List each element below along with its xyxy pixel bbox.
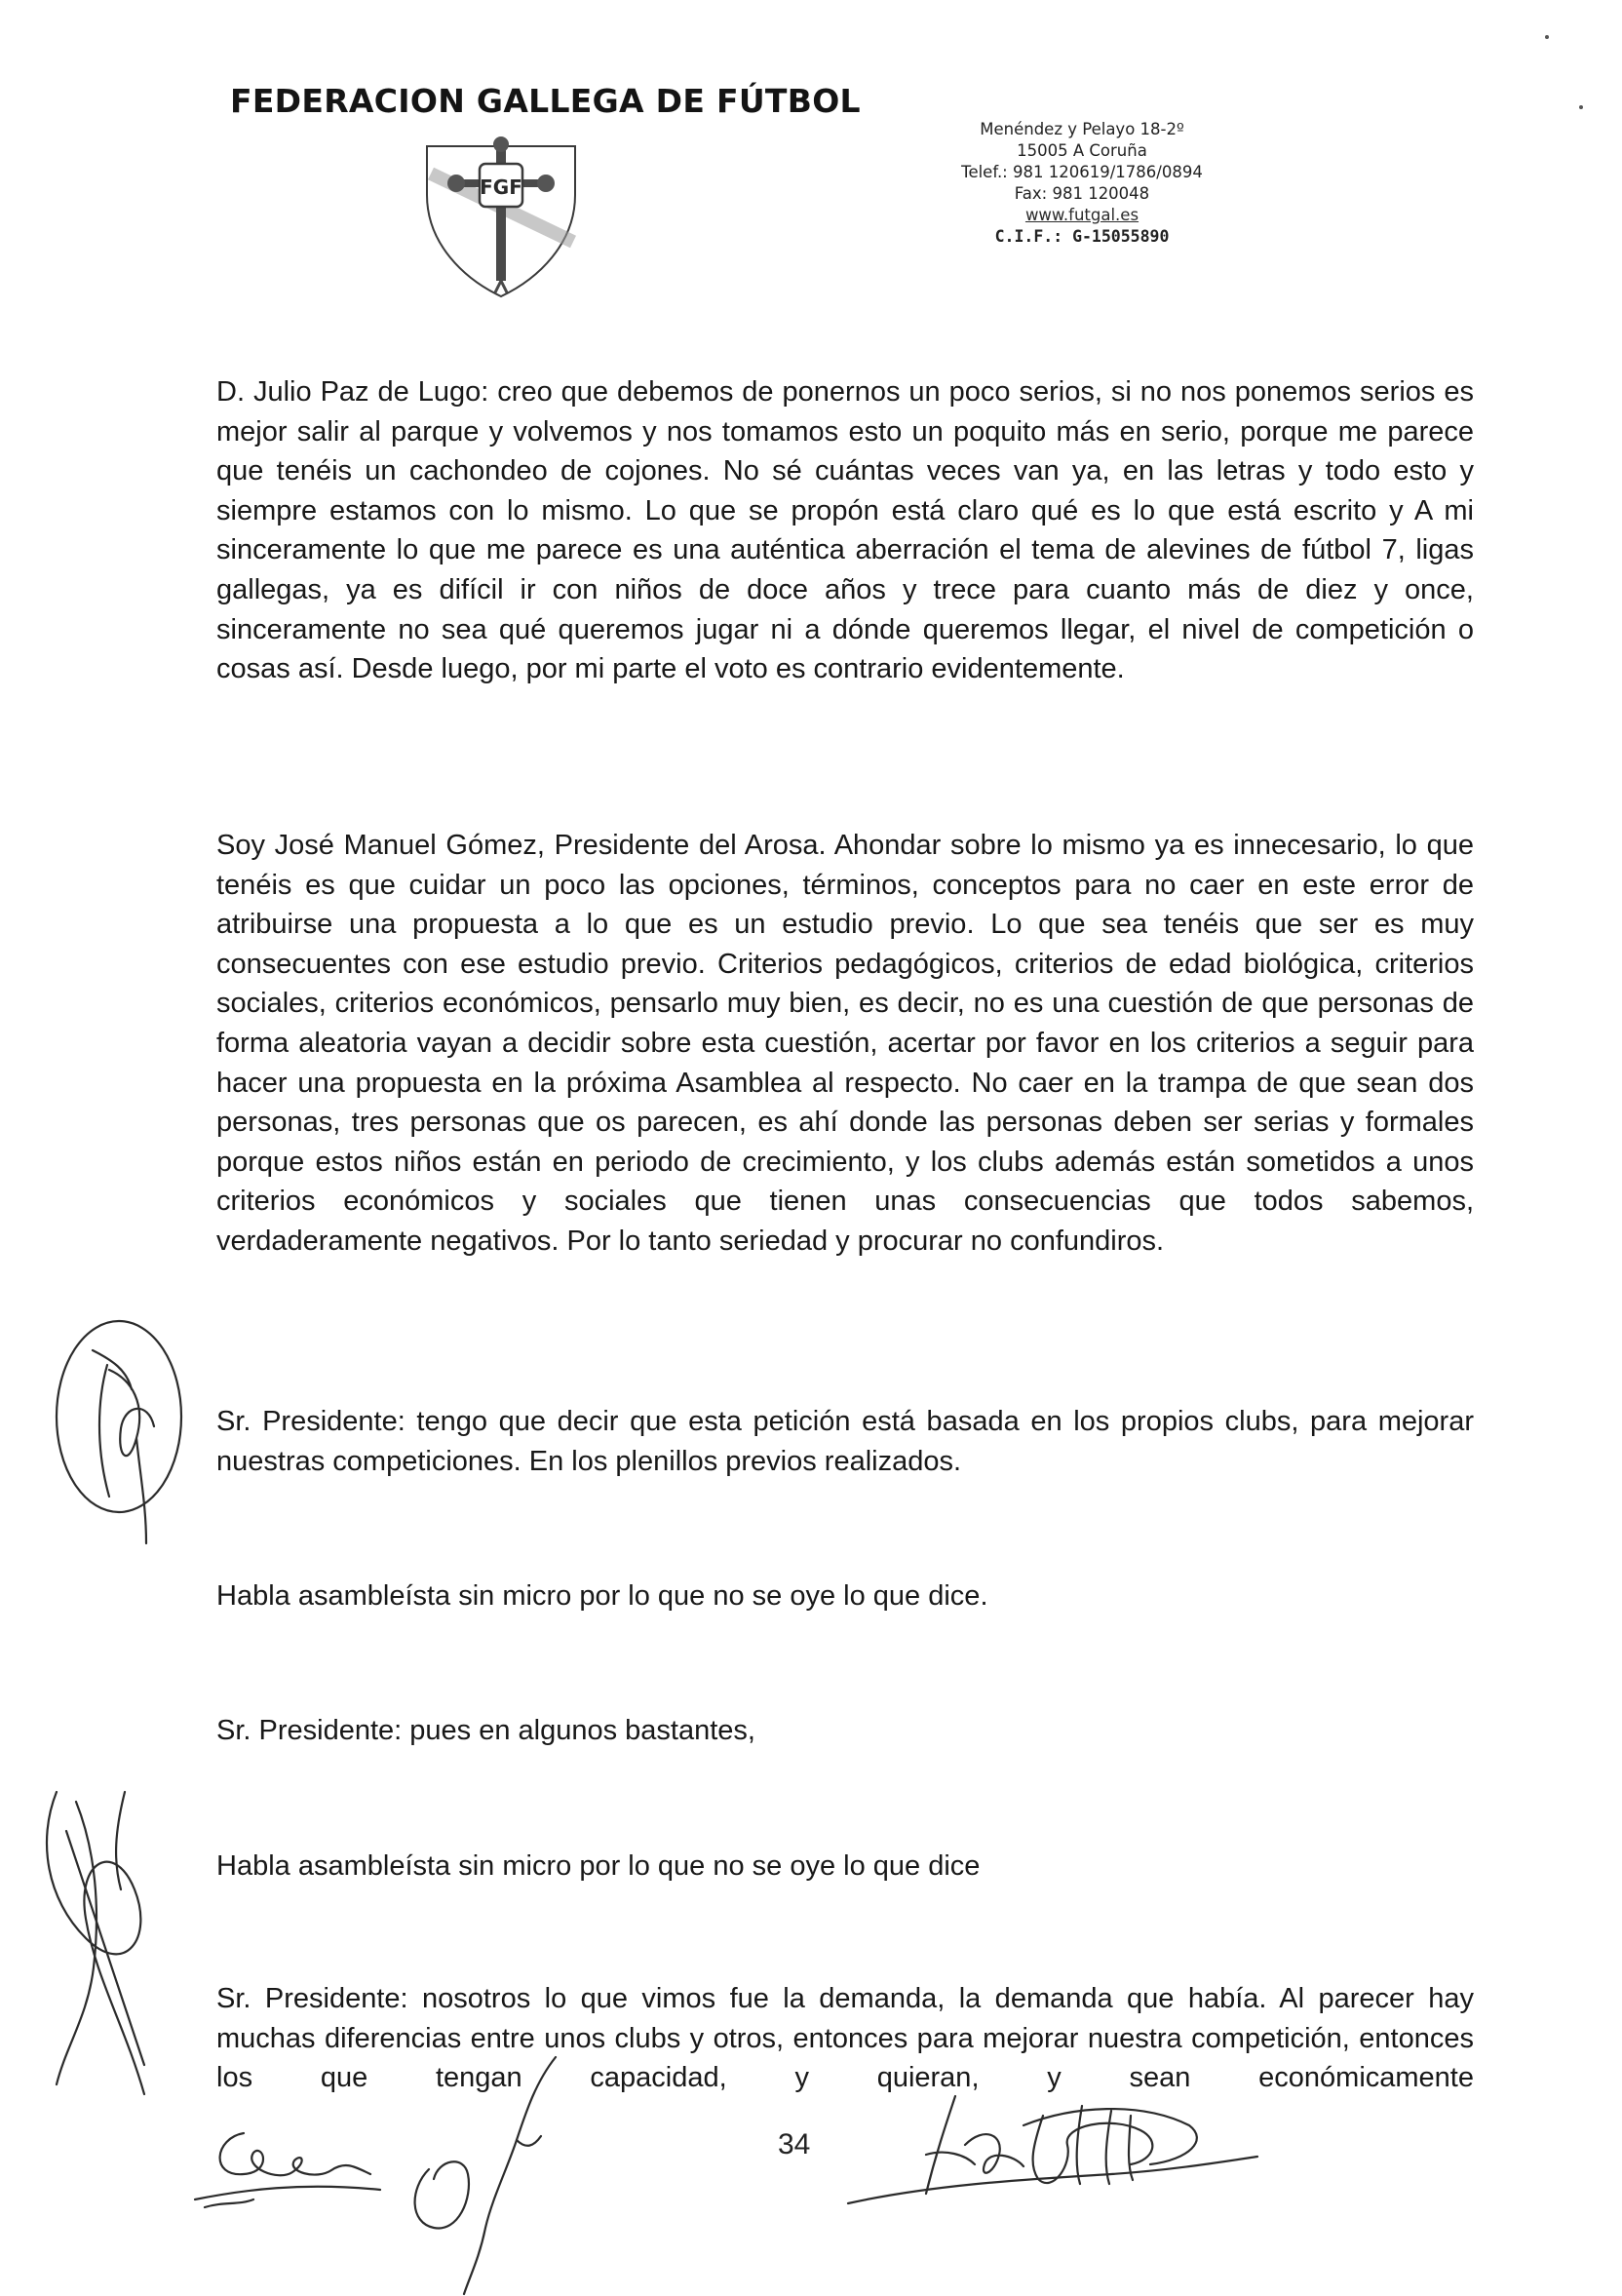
website-link[interactable]: www.futgal.es — [1024, 206, 1139, 224]
footer-signature-center — [380, 2052, 585, 2296]
paragraph-presidente-bastantes: Sr. Presidente: pues en algunos bastantes, — [216, 1715, 755, 1746]
address-phone: Telef.: 981 120619/1786/0894 — [961, 163, 1203, 181]
address-street: Menéndez y Pelayo 18-2º — [980, 120, 1184, 138]
paragraph-presidente-demanda: Sr. Presidente: nosotros lo que vimos fue la demanda, la demanda que había. Al parecer hay muchas diferencias entre unos clubs y otros, entonces para mejorar nuestra competición, entonces los que tengan capacidad, y quieran, y sean económicamente — [216, 1983, 1474, 2094]
paragraph-presidente-peticion: Sr. Presidente: tengo que decir que esta petición está basada en los propios clubs, para mejorar nuestras competiciones. En los plenillos previos realizados. — [216, 1406, 1474, 1477]
organization-name: FEDERACION GALLEGA DE FÚTBOL — [230, 82, 861, 120]
crest-letters-text: FGF — [480, 175, 522, 199]
address-cif: C.I.F.: G-15055890 — [994, 227, 1170, 246]
scan-speck — [1545, 35, 1549, 39]
paragraph-asambleista-2: Habla asambleísta sin micro por lo que no se oye lo que dice — [216, 1850, 981, 1882]
scan-speck — [1579, 105, 1583, 109]
paragraph-asambleista-1: Habla asambleísta sin micro por lo que no se oye lo que dice. — [216, 1580, 988, 1612]
footer-signature-right — [819, 2086, 1267, 2223]
margin-signature-circle — [39, 1311, 195, 1555]
address-city: 15005 A Coruña — [1017, 141, 1147, 160]
footer-signature-left — [185, 2114, 409, 2221]
paragraph-jose-manuel-gomez: Soy José Manuel Gómez, Presidente del Arosa. Ahondar sobre lo mismo ya es innecesario, lo que tenéis es que cuidar un poco las opciones, términos, conceptos para no caer en este error de atribuirse una propuesta a lo que es un estudio previo. Lo que sea tenéis que ser es muy consecuentes con ese estudio previo. Criterios pedagógicos, criterios de edad biológica, criterios sociales, criterios económicos, pensarlo muy bien, es decir, no es una cuestión de que personas de forma aleatoria vayan a decidir sobre esta cuestión, acertar por favor en los criterios a seguir para hacer una propuesta en la próxima Asamblea al respecto. No caer en la trampa de que sean dos personas, tres personas que os parecen, es ahí donde las personas deben ser serias y formales porque estos niños están en periodo de crecimiento, y los clubs además están sometidos a unos criterios económicos y sociales que tienen unas consecuencias que todos sabemos, verdaderamente negativos. Por lo tanto seriedad y procurar no confundiros. — [216, 830, 1474, 1257]
page-number: 34 — [778, 2128, 811, 2160]
paragraph-julio-paz: D. Julio Paz de Lugo: creo que debemos de ponernos un poco serios, si no nos ponemos serios es mejor salir al parque y volvemos y nos tomamos esto un poquito más en serio, porque me parece que tenéis un cachondeo de cojones. No sé cuántas veces van ya, en las letras y todo esto y siempre estamos con lo mismo. Lo que se propón está claro qué es lo que está escrito y A mi sinceramente lo que me parece es una auténtica aberración el tema de alevines de fútbol 7, ligas gallegas, ya es difícil ir con niños de doce años y trece para cuanto más de diez y once, sinceramente no sea qué queremos jugar ni a dónde queremos llegar, el nivel de competición o cosas así. Desde luego, por mi parte el voto es contrario evidentemente. — [216, 376, 1474, 685]
address-block — [916, 119, 1248, 248]
federation-crest-logo — [421, 135, 581, 300]
address-fax: Fax: 981 120048 — [1014, 184, 1150, 203]
margin-signature-tall — [27, 1772, 174, 2123]
